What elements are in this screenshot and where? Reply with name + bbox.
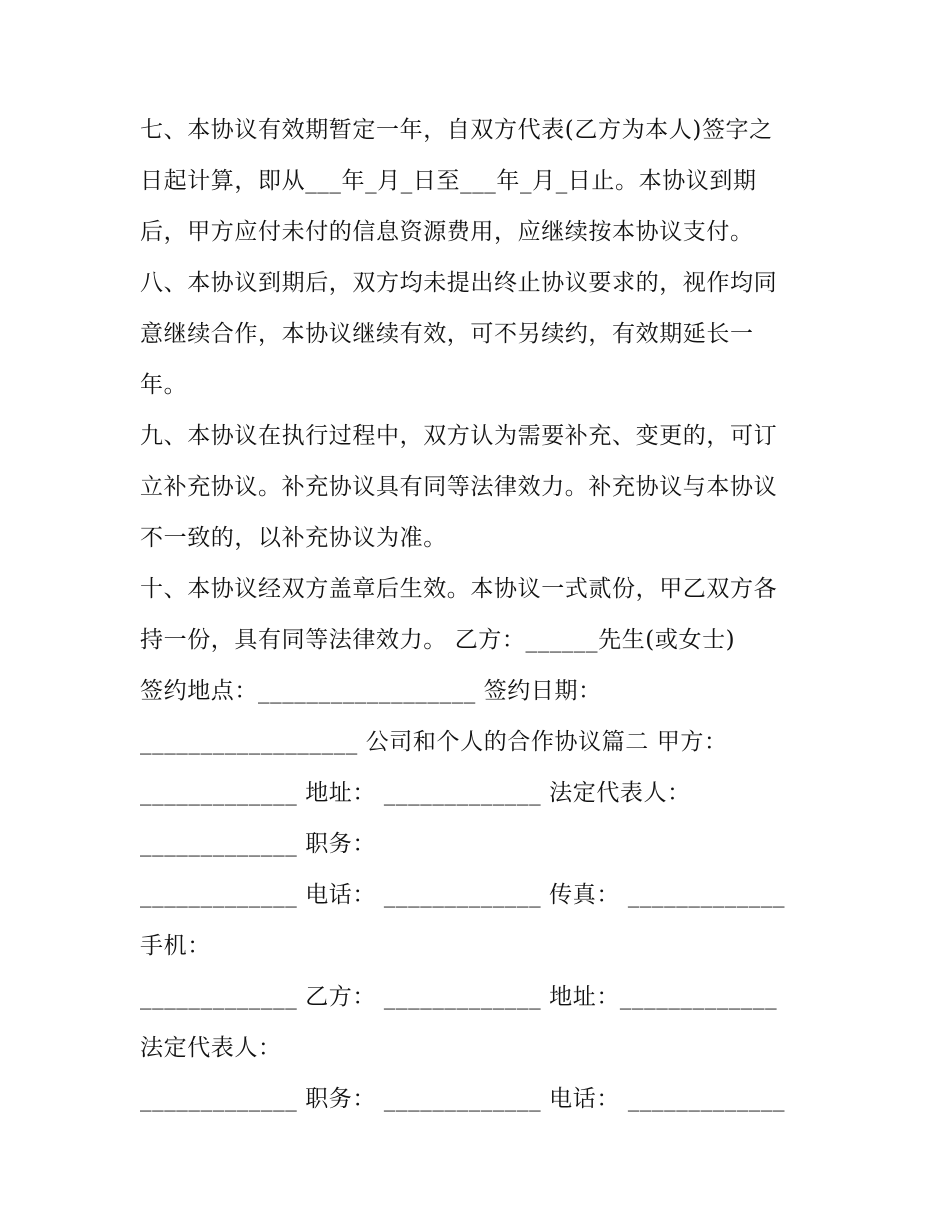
text-line: 签约地点：__________________ 签约日期： xyxy=(140,678,602,704)
text-line: 手机： xyxy=(140,933,211,959)
text-line: 年。 xyxy=(140,372,188,398)
text-line: _____________ 地址： _____________ 法定代表人： xyxy=(140,780,691,806)
text-line: 意继续合作，本协议继续有效，可不另续约，有效期延长一 xyxy=(140,321,754,347)
text-line: 不一致的，以补充协议为准。 xyxy=(140,525,447,551)
text-line: __________________ 公司和个人的合作协议篇二 甲方： xyxy=(140,729,728,755)
text-line: 七、本协议有效期暂定一年，自双方代表(乙方为本人)签字之 xyxy=(140,117,773,143)
text-line: _____________ 乙方： _____________ 地址：_____________ xyxy=(140,984,778,1010)
text-line: 十、本协议经双方盖章后生效。本协议一式贰份，甲乙双方各 xyxy=(140,576,778,602)
text-line: _____________ 职务： xyxy=(140,831,377,857)
text-line: 日起计算，即从___年_月_日至___年_月_日止。本协议到期 xyxy=(140,168,757,194)
text-line: _____________ 电话： _____________ 传真： _____________ xyxy=(140,882,786,908)
text-line: 持一份，具有同等法律效力。 乙方：______先生(或女士) xyxy=(140,627,736,653)
text-line: 后，甲方应付未付的信息资源费用，应继续按本协议支付。 xyxy=(140,219,754,245)
text-line: 法定代表人： xyxy=(140,1035,282,1061)
text-line: 八、本协议到期后，双方均未提出终止协议要求的，视作均同 xyxy=(140,270,778,296)
text-line: 九、本协议在执行过程中，双方认为需要补充、变更的，可订 xyxy=(140,423,778,449)
text-line: _____________ 职务： _____________ 电话： _____________ xyxy=(140,1086,786,1112)
text-line: 立补充协议。补充协议具有同等法律效力。补充协议与本协议 xyxy=(140,474,778,500)
